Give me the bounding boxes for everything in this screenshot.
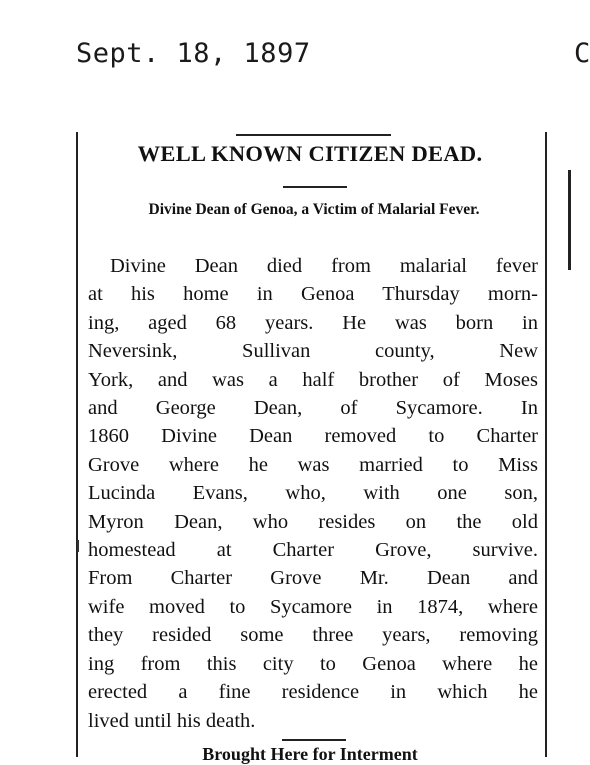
column-rule-left <box>76 132 78 757</box>
article-body <box>88 252 538 735</box>
date-stamp: Sept. 18, 1897 <box>76 38 311 69</box>
body-line: lived until his death. <box>88 709 256 732</box>
body-line: wife moved to Sycamore in 1874, where <box>88 595 538 618</box>
body-line: Lucinda Evans, who, with one son, <box>88 482 538 505</box>
body-line: erected a fine residence in which he <box>88 681 538 704</box>
print-speck <box>77 540 79 552</box>
adjacent-column-letter: C <box>574 38 590 69</box>
body-line: Grove where he was married to Miss <box>88 453 538 476</box>
adjacent-column-rule <box>568 170 571 270</box>
column-rule-right <box>545 132 547 757</box>
body-line: ing, aged 68 years. He was born in <box>88 311 538 334</box>
body-line: they resided some three years, removing <box>88 624 538 647</box>
body-line: Neversink, Sullivan county, New <box>88 340 538 363</box>
body-line: York, and was a half brother of Moses <box>88 368 538 391</box>
body-line: 1860 Divine Dean removed to Charter <box>88 425 538 448</box>
body-line: ing from this city to Genoa where he <box>88 652 538 675</box>
body-line: and George Dean, of Sycamore. In <box>88 397 538 420</box>
body-line: at his home in Genoa Thursday morn- <box>88 283 538 306</box>
body-line: Myron Dean, who resides on the old <box>88 510 538 533</box>
article-headline: WELL KNOWN CITIZEN DEAD. <box>137 141 483 166</box>
article-subheadline: Divine Dean of Genoa, a Victim of Malarial Fever. <box>148 201 480 218</box>
body-line: From Charter Grove Mr. Dean and <box>88 567 538 590</box>
body-line: homestead at Charter Grove, survive. <box>88 539 538 562</box>
next-article-headline: Brought Here for Interment <box>202 744 418 764</box>
headline-divider <box>283 186 347 188</box>
headline-top-rule <box>236 134 391 136</box>
body-line: Divine Dean died from malarial fever <box>110 255 538 277</box>
section-divider <box>282 739 346 741</box>
